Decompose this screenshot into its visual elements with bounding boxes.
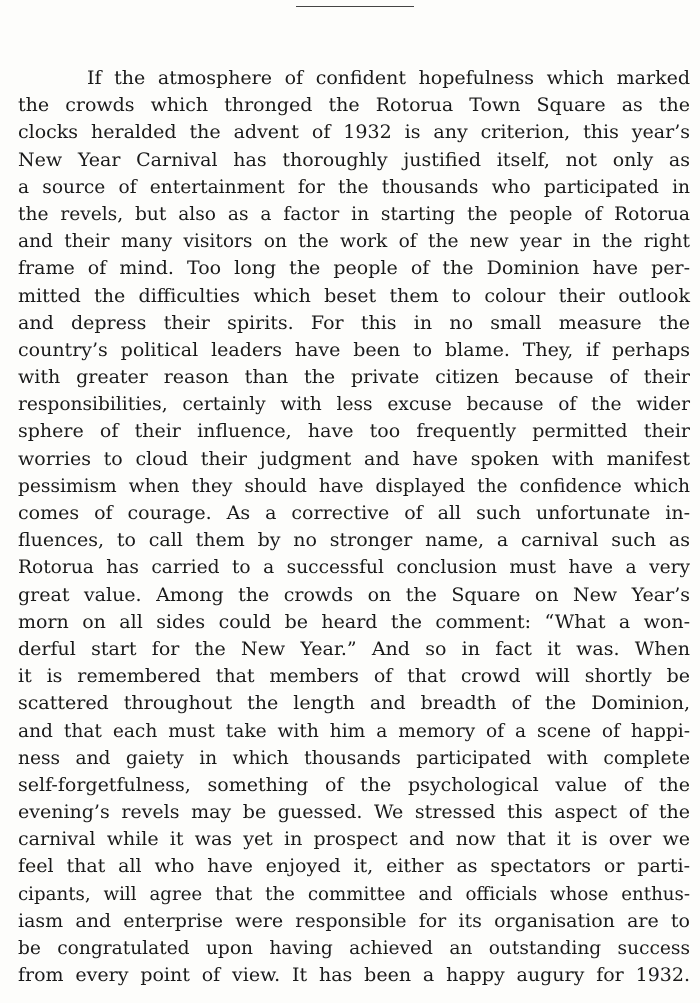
- paragraph-line: scattered throughout the length and breadth of the Dominion,: [18, 692, 690, 715]
- paragraph-line: ness and gaiety in which thousands participated with complete: [18, 747, 690, 769]
- paragraph-line: If the atmosphere of confident hopefulness which marked: [87, 67, 690, 89]
- paragraph-line: comes of courage. As a corrective of all such unfortunate in-: [18, 502, 690, 524]
- paragraph-line: from every point of view. It has been a happy augury for 1932.: [18, 964, 690, 987]
- editorial-paragraph: [18, 65, 690, 989]
- paragraph-line: the crowds which thronged the Rotorua Town Square as the: [18, 94, 690, 117]
- paragraph-line: pessimism when they should have displayed the confidence which: [18, 475, 690, 497]
- paragraph-line: carnival while it was yet in prospect and now that it is over we: [18, 828, 690, 851]
- paragraph-line: a source of entertainment for the thousands who participated in: [18, 176, 690, 198]
- paragraph-line: self-forgetfulness, something of the psychological value of the: [18, 773, 690, 796]
- paragraph-line: and their many visitors on the work of the new year in the right: [18, 231, 690, 253]
- paragraph-line: iasm and enterprise were responsible for its organisation are to: [18, 909, 690, 932]
- paragraph-line: country’s political leaders have been to blame. They, if perhaps: [18, 338, 690, 361]
- paragraph-line: frame of mind. Too long the people of the Dominion have per-: [18, 257, 690, 280]
- paragraph-line: fluences, to call them by no stronger name, a carnival such as: [18, 529, 690, 552]
- paragraph-line: it is remembered that members of that crowd will shortly be: [18, 665, 690, 688]
- paragraph-line: with greater reason than the private citizen because of their: [18, 366, 690, 389]
- paragraph-line: cipants, will agree that the committee and officials whose enthus-: [18, 883, 690, 905]
- paragraph-line: the revels, but also as a factor in starting the people of Rotorua: [18, 203, 690, 225]
- paragraph-line: sphere of their influence, have too frequently permitted their: [18, 420, 690, 443]
- paragraph-line: great value. Among the crowds on the Square on New Year’s: [18, 583, 690, 606]
- top-divider-rule: [296, 6, 414, 7]
- paragraph-line: evening’s revels may be guessed. We stressed this aspect of the: [18, 801, 690, 824]
- paragraph-line: and depress their spirits. For this in no small measure the: [18, 311, 690, 334]
- paragraph-line: derful start for the New Year.” And so in fact it was. When: [18, 637, 690, 660]
- paragraph-line: Rotorua has carried to a successful conclusion must have a very: [18, 557, 690, 579]
- paragraph-line: mitted the difficulties which beset them to colour their outlook: [18, 284, 690, 307]
- paragraph-line: responsibilities, certainly with less excuse because of the wider: [18, 394, 690, 416]
- paragraph-line: morn on all sides could be heard the comment: “What a won-: [18, 610, 690, 633]
- paragraph-line: clocks heralded the advent of 1932 is any criterion, this year’s: [18, 121, 690, 144]
- paragraph-line: be congratulated upon having achieved an outstanding success: [18, 938, 690, 959]
- paragraph-line: New Year Carnival has thoroughly justified itself, not only as: [18, 148, 690, 171]
- paragraph-line: and that each must take with him a memory of a scene of happi-: [18, 720, 690, 742]
- paragraph-line: feel that all who have enjoyed it, either as spectators or parti-: [18, 855, 690, 878]
- paragraph-line: worries to cloud their judgment and have spoken with manifest: [18, 447, 690, 470]
